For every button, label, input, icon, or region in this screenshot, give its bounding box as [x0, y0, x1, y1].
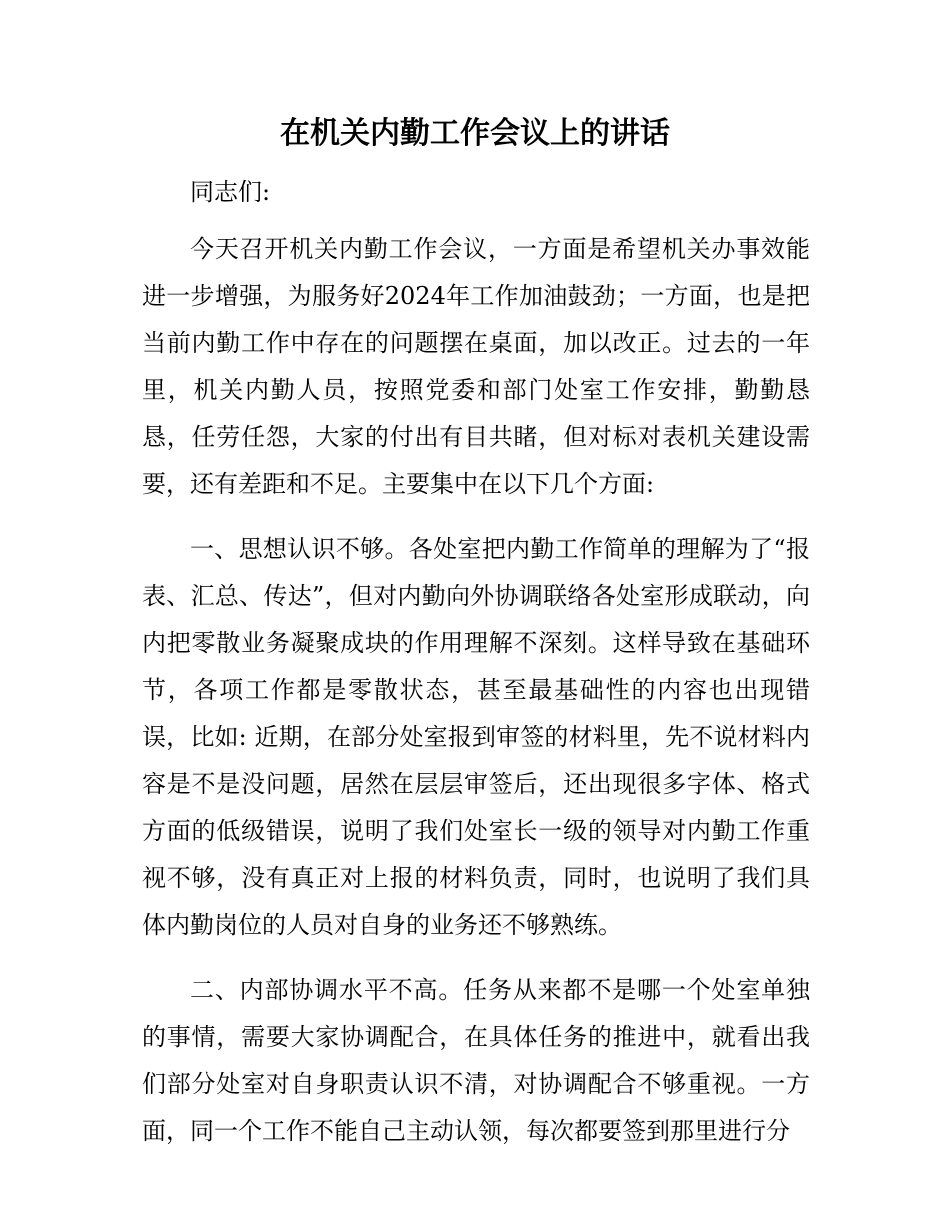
paragraph-point-two: 二、内部协调水平不高。任务从来都不是哪一个处室单独的事情，需要大家协调配合，在具体任务的推进中，就看出我们部分处室对自身职责认识不清，对协调配合不够重视。一方面，同一个工作不能自己主动认领，每次都要签到那里进行分 [142, 976, 810, 1145]
paragraph-point-one: 一、思想认识不够。各处室把内勤工作简单的理解为了“报表、汇总、传达”，但对内勤向外协调联络各处室形成联动，向内把零散业务凝聚成块的作用理解不深刻。这样导致在基础环节，各项工作都是零散状态，甚至最基础性的内容也出现错误，比如: 近期，在部分处室报到审签的材料里，先不说材料内容是不是没问题，居然在层层审签后，还出现很多字体、格式方面的低级错误，说明了我们处室长一级的领导对内勤工作重视不够，没有真正对上报的材料负责，同时，也说明了我们具体内勤岗位的人员对自身的业务还不够熟练。 [142, 535, 810, 939]
document-title: 在机关内勤工作会议上的讲话 [280, 116, 670, 151]
document-body [142, 226, 810, 1173]
salutation: 同志们: [190, 178, 271, 206]
paragraph-intro: 今天召开机关内勤工作会议，一方面是希望机关办事效能进一步增强，为服务好2024年工作加油鼓劲；一方面，也是把当前内勤工作中存在的问题摆在桌面，加以改正。过去的一年里，机关内勤人员，按照党委和部门处室工作安排，勤勤恳恳，任劳任怨，大家的付出有目共睹，但对标对表机关建设需要，还有差距和不足。主要集中在以下几个方面: [142, 235, 810, 498]
